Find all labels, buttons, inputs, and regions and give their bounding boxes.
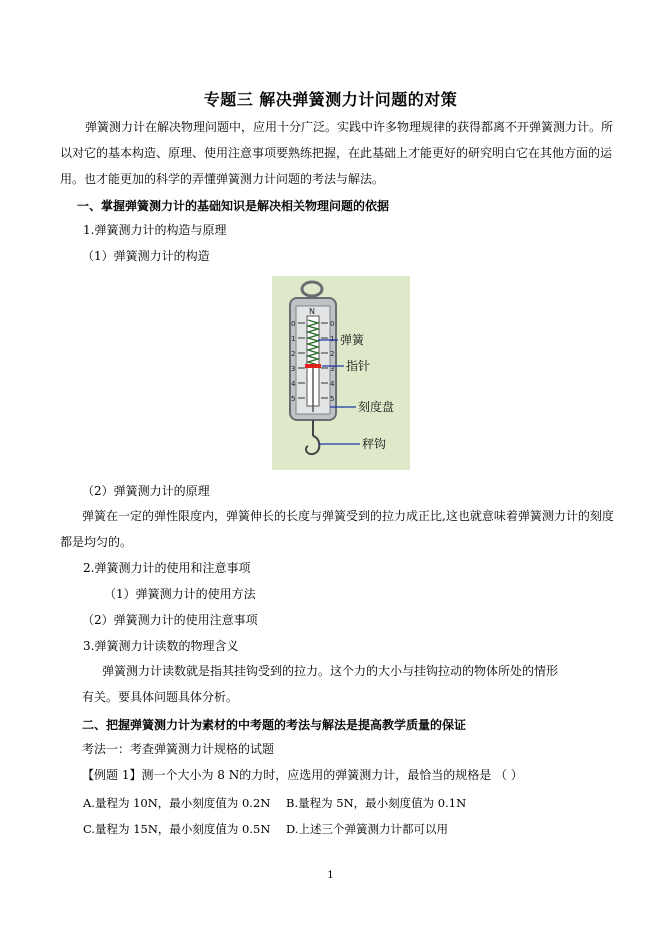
tick-label: 2 [291, 350, 296, 358]
page-title: 专题三 解决弹簧测力计问题的对策 [203, 90, 458, 109]
principle-line-1: 弹簧在一定的弹性限度内，弹簧伸长的长度与弹簧受到的拉力成正比,这也就意味着弹簧测力计的刻度 [82, 509, 614, 523]
tick-label: 3 [330, 365, 335, 373]
example-1: 【例题 1】测一个大小为 8 N的力时，应选用的弹簧测力计，最恰当的规格是 （ ） [82, 768, 523, 782]
spring-scale-diagram [272, 276, 410, 470]
intro-line-2: 以对它的基本构造、原理、使用注意事项要熟练把握，在此基础上才能更好的研究明白它在其他方面的运 [60, 146, 613, 160]
page-number: 1 [327, 870, 334, 881]
tick-label: 1 [330, 335, 335, 343]
meaning-line-1: 弹簧测力计读数就是指其挂钩受到的拉力。这个力的大小与挂钩拉动的物体所处的情形 [102, 664, 559, 678]
principle-line-2: 都是均匀的。 [60, 535, 133, 549]
meaning-line-2: 有关。要具体问题具体分析。 [82, 690, 239, 704]
item-3: 3.弹簧测力计读数的物理含义 [83, 639, 239, 653]
label-pointer: 指针 [346, 359, 371, 373]
option-d: D.上述三个弹簧测力计都可以用 [286, 822, 448, 836]
method-1: 考法一：考查弹簧测力计规格的试题 [82, 742, 275, 756]
item-1-1: （1）弹簧测力计的构造 [82, 249, 210, 263]
pointer-icon [305, 364, 321, 368]
tick-label: 5 [330, 395, 335, 403]
label-hook: 秤钩 [362, 437, 387, 451]
tick-label: 3 [291, 365, 296, 373]
intro-line-3: 用。也才能更加的科学的弄懂弹簧测力计问题的考法与解法。 [60, 172, 385, 186]
item-1-2: （2）弹簧测力计的原理 [82, 484, 210, 498]
item-2: 2.弹簧测力计的使用和注意事项 [83, 561, 251, 575]
intro-line-1: 弹簧测力计在解决物理问题中，应用十分广泛。实践中许多物理规律的获得都离不开弹簧测力计。所 [85, 120, 614, 134]
item-2-1: （1）弹簧测力计的使用方法 [104, 587, 256, 601]
option-c: C.量程为 15N，最小刻度值为 0.5N [83, 822, 271, 836]
section-1-heading: 一、掌握弹簧测力计的基础知识是解决相关物理问题的依据 [77, 199, 390, 213]
label-spring: 弹簧 [340, 333, 365, 347]
tick-label: 4 [330, 380, 335, 388]
unit-letter: N [309, 307, 315, 316]
label-scale: 刻度盘 [358, 400, 395, 414]
spring-scale-figure [272, 276, 410, 470]
tick-label: 0 [291, 320, 296, 328]
tick-label: 5 [291, 395, 296, 403]
tick-label: 0 [330, 320, 335, 328]
option-b: B.量程为 5N，最小刻度值为 0.1N [286, 796, 467, 810]
item-2-2: （2）弹簧测力计的使用注意事项 [82, 613, 258, 627]
tick-label: 4 [291, 380, 296, 388]
section-2-heading: 二、把握弹簧测力计为素材的中考题的考法与解法是提高教学质量的保证 [82, 718, 467, 732]
item-1: 1.弹簧测力计的构造与原理 [83, 223, 227, 237]
tick-label: 1 [291, 335, 296, 343]
option-a: A.量程为 10N，最小刻度值为 0.2N [83, 796, 271, 810]
tick-label: 2 [330, 350, 335, 358]
